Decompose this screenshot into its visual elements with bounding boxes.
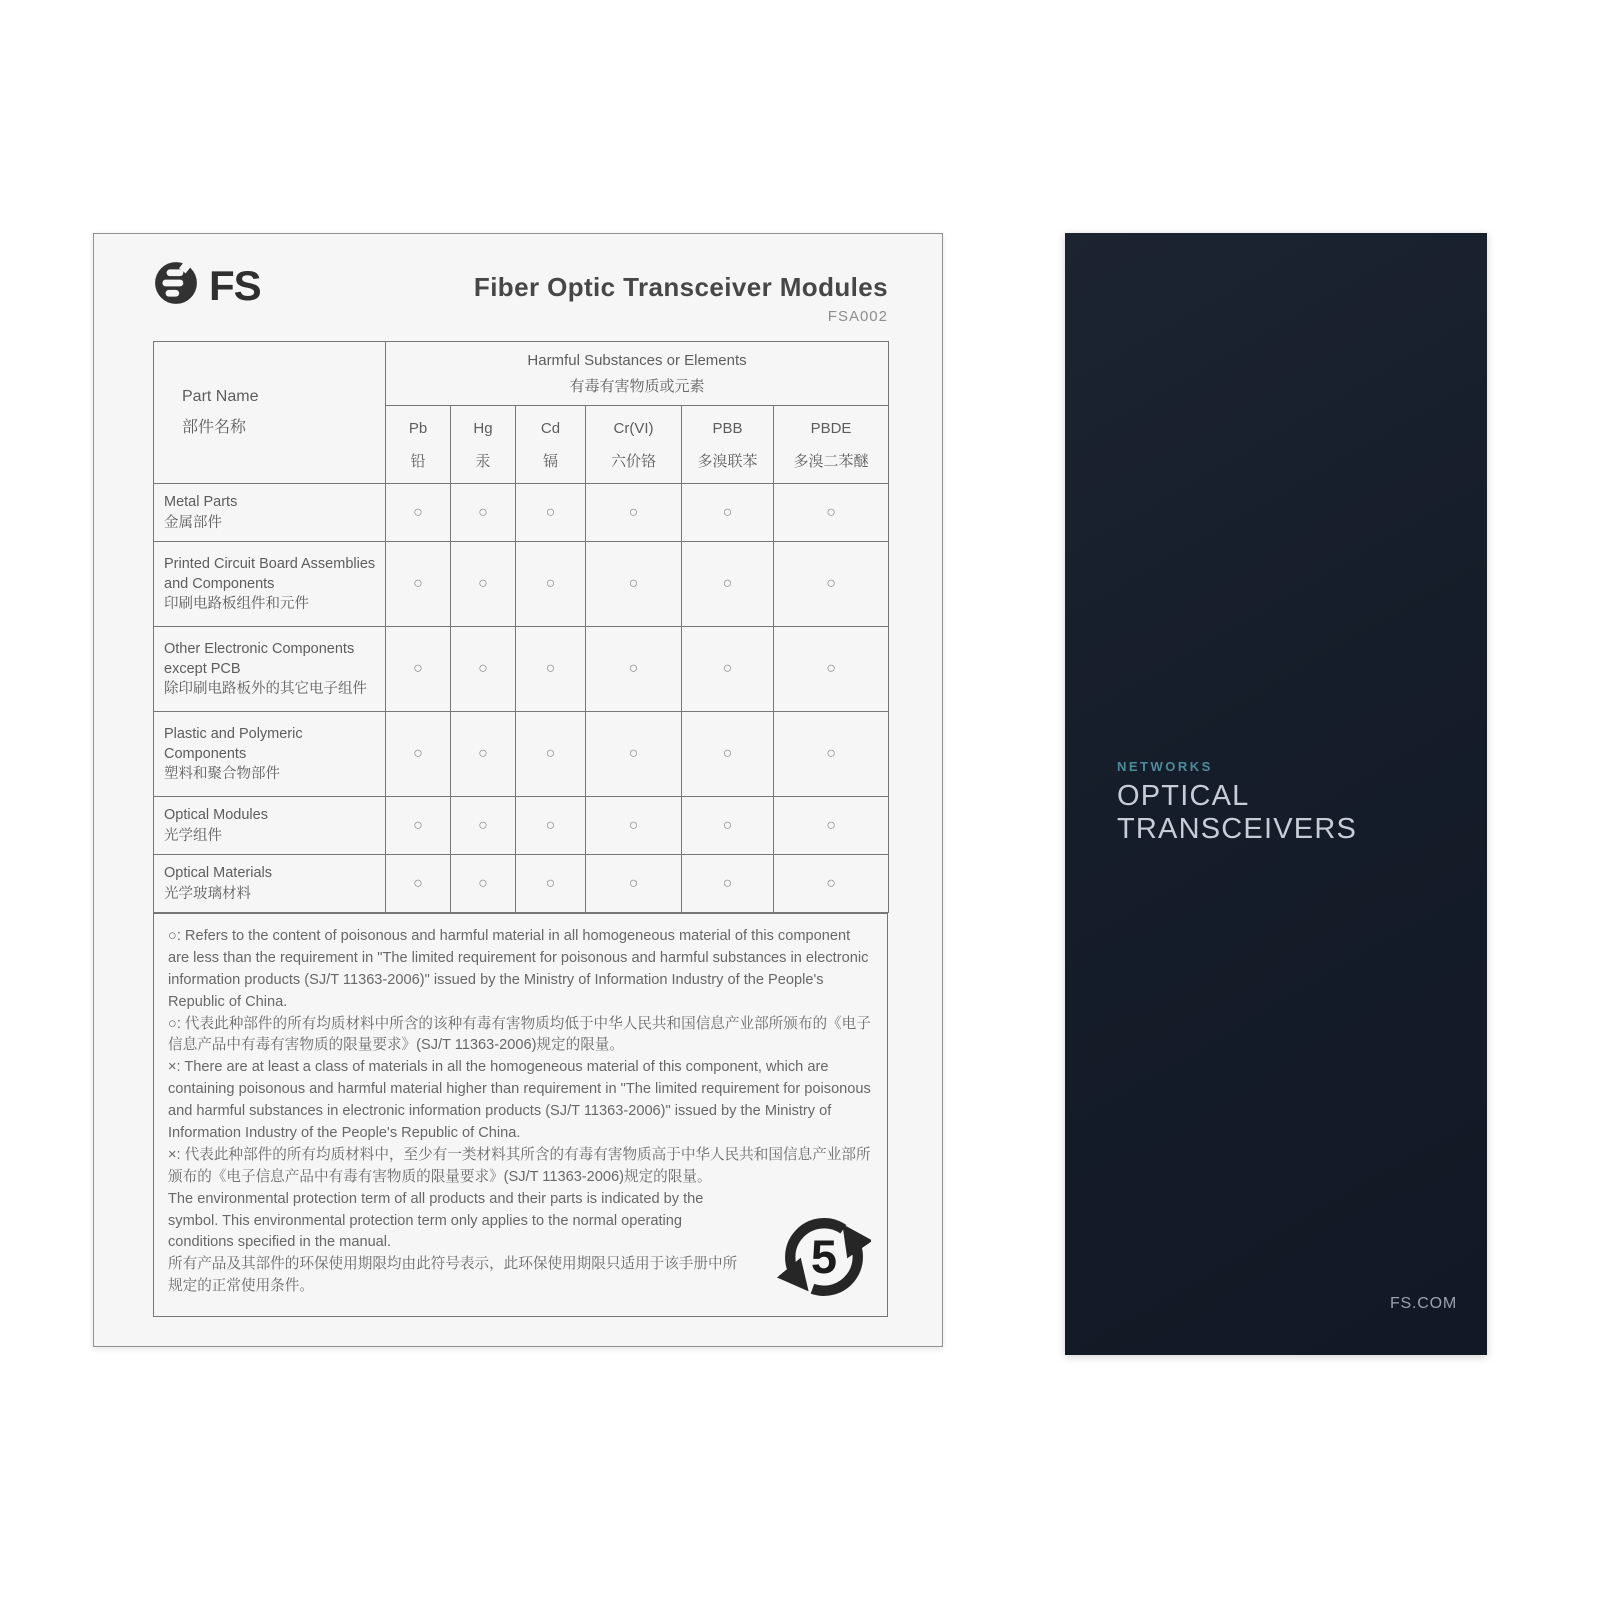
harmful-substances-table [153, 341, 889, 913]
note-circle-zh: ○: 代表此种部件的所有均质材料中所含的该种有毒有害物质均低于中华人民共和国信息产业部所颁布的《电子信息产品中有毒有害物质的限量要求》(SJ/T 11363-2006)规定的限量。 [168, 1015, 871, 1054]
table-row: Metal Parts 金属部件 ○ ○ ○ ○ ○ ○ [154, 484, 889, 542]
column-pbde: PBDE 多溴二苯醚 [774, 406, 889, 484]
document-code: FSA002 [827, 308, 888, 325]
note-circle-en: ○: Refers to the content of poisonous and harmful material in all homogeneous material of this component are less than the requirement in "The limited requirement for poisonous and harmful substances in electronic information products (SJ/T 11363-2006)" issued by the Ministry of Information Industry of the People's Republic of China. [168, 928, 869, 1010]
efup-recycle-icon [777, 1210, 871, 1304]
table-row: Plastic and Polymeric Components 塑料和聚合物部件 ○ ○ ○ ○ ○ ○ [154, 712, 889, 797]
table-row: Optical Modules 光学组件 ○ ○ ○ ○ ○ ○ [154, 797, 889, 855]
column-hg: Hg 汞 [451, 406, 516, 484]
booklet-footer: FS.COM [1389, 1295, 1457, 1312]
column-pb: Pb 铅 [386, 406, 451, 484]
booklet-cover [1065, 233, 1487, 1355]
note-cross-zh: ×: 代表此种部件的所有均质材料中，至少有一类材料其所含的有毒有害物质高于中华人民共和国信息产业部所颁布的《电子信息产品中有毒有害物质的限量要求》(SJ/T 11363-2006)规定的限量。 [168, 1146, 871, 1185]
note-efup-zh: 所有产品及其部件的环保使用期限均由此符号表示，此环保使用期限只适用于该手册中所规定的正常使用条件。 [168, 1256, 738, 1295]
row-label: Plastic and Polymeric Components 塑料和聚合物部件 [154, 712, 386, 797]
note-cross-en: ×: There are at least a class of materials in all the homogeneous material of this component, which are containing poisonous and harmful material higher than requirement in "The limited requirement for poisonous and harmful substances in electronic information products (SJ/T 11363-2006)" issued by the Ministry of Information Industry of the People's Republic of China. [168, 1059, 871, 1142]
document-header [153, 260, 888, 325]
table-row: Optical Materials 光学玻璃材料 ○ ○ ○ ○ ○ ○ [154, 855, 889, 913]
row-label: Optical Materials 光学玻璃材料 [154, 855, 386, 913]
table-row: Printed Circuit Board Assemblies and Components 印刷电路板组件和元件 ○ ○ ○ ○ ○ ○ [154, 542, 889, 627]
booklet-title: OPTICAL TRANSCEIVERS [1117, 780, 1357, 845]
fs-brand [153, 260, 261, 311]
notes-section [153, 913, 888, 1317]
booklet-eyebrow: NETWORKS [1117, 759, 1213, 774]
row-label: Metal Parts 金属部件 [154, 484, 386, 542]
efup-years: 5 [810, 1229, 838, 1283]
note-efup-en: The environmental protection term of all products and their parts is indicated by the symbol. This environmental protection term only applies to the normal operating conditions specified in the manual. [168, 1190, 704, 1251]
row-label: Other Electronic Components except PCB 除印刷电路板外的其它电子组件 [154, 627, 386, 712]
table-row: Other Electronic Components except PCB 除印刷电路板外的其它电子组件 ○ ○ ○ ○ ○ ○ [154, 627, 889, 712]
row-label: Printed Circuit Board Assemblies and Components 印刷电路板组件和元件 [154, 542, 386, 627]
document-title: Fiber Optic Transceiver Modules [473, 272, 888, 302]
part-name-header: Part Name 部件名称 [154, 342, 386, 484]
substances-header: Harmful Substances or Elements 有毒有害物质或元素 [386, 342, 889, 406]
row-label: Optical Modules 光学组件 [154, 797, 386, 855]
column-crvi: Cr(VI) 六价铬 [586, 406, 682, 484]
column-pbb: PBB 多溴联苯 [682, 406, 774, 484]
column-cd: Cd 镉 [516, 406, 586, 484]
rohs-document [93, 233, 943, 1347]
fs-logo-icon [153, 260, 199, 311]
brand-name: FS [209, 261, 261, 309]
